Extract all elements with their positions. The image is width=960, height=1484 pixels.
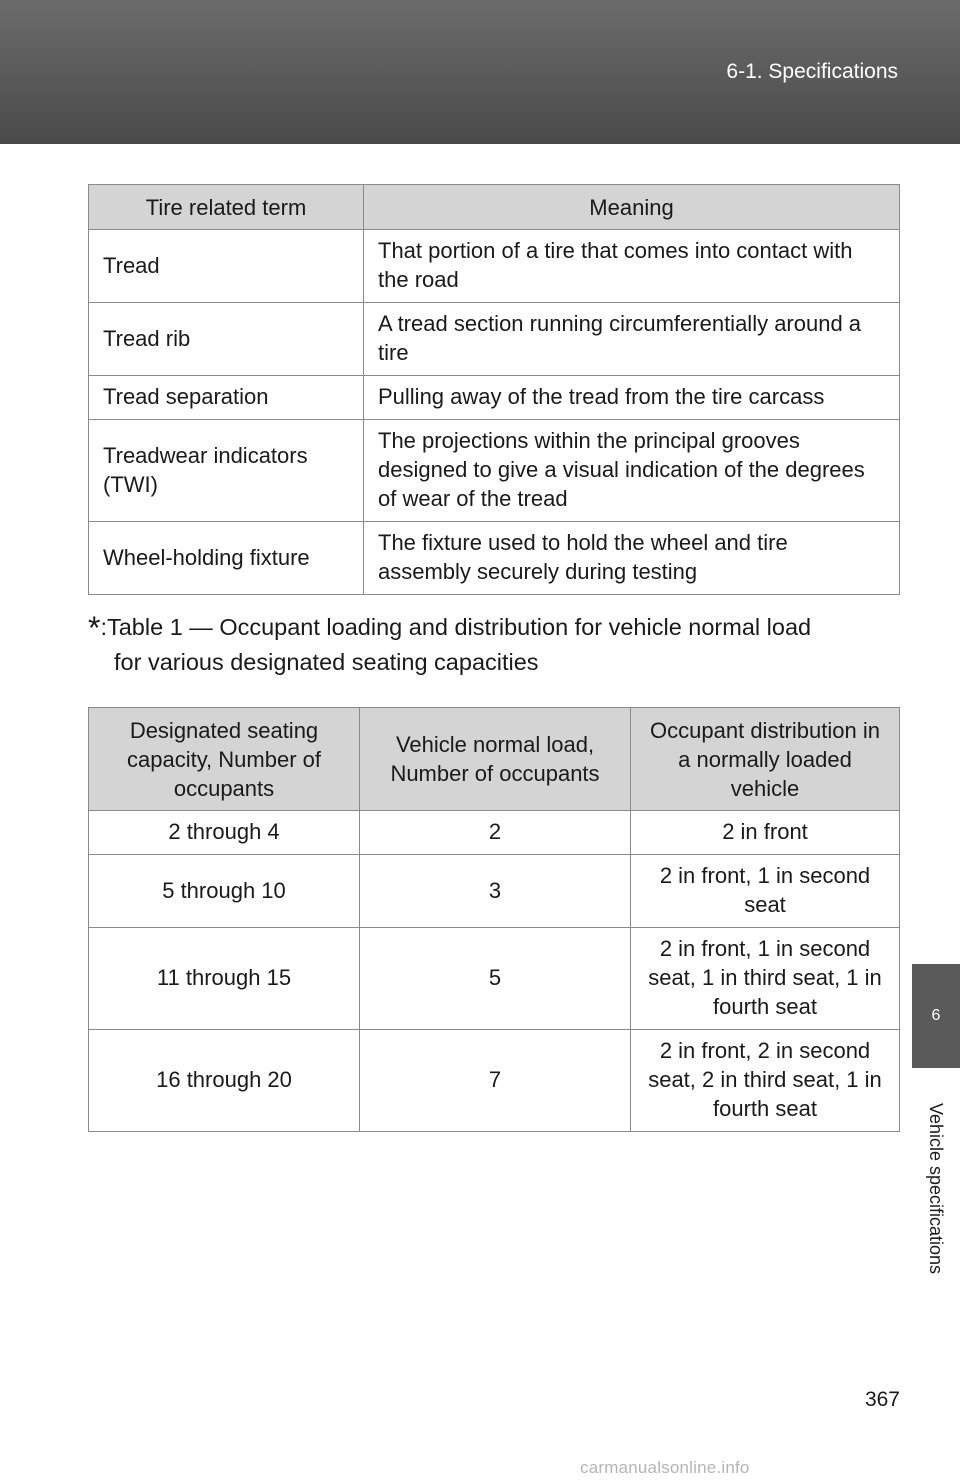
tire-terms-table bbox=[88, 184, 900, 595]
page-number: 367 bbox=[864, 1388, 900, 1411]
normal-load-cell: 7 bbox=[360, 1030, 631, 1132]
term-cell: Tread bbox=[89, 230, 364, 303]
footnote-text: :Table 1 — Occupant loading and distribution for vehicle normal load bbox=[100, 614, 812, 640]
meaning-cell: That portion of a tire that comes into contact with the road bbox=[364, 230, 900, 303]
occupant-loading-table bbox=[88, 707, 900, 1132]
normal-load-cell: 5 bbox=[360, 928, 631, 1030]
table-row bbox=[89, 928, 900, 1030]
term-cell: Wheel-holding fixture bbox=[89, 522, 364, 595]
capacity-cell: 16 through 20 bbox=[89, 1030, 360, 1132]
normal-load-cell: 2 bbox=[360, 811, 631, 855]
term-cell: Tread separation bbox=[89, 376, 364, 420]
chapter-tab-number: 6 bbox=[912, 964, 960, 1068]
column-header-capacity: Designated seating capacity, Number of occupants bbox=[89, 708, 360, 811]
table-row bbox=[89, 855, 900, 928]
term-cell: Tread rib bbox=[89, 303, 364, 376]
table-row bbox=[89, 811, 900, 855]
column-header-term: Tire related term bbox=[89, 185, 364, 230]
table-footnote bbox=[88, 610, 900, 679]
capacity-cell: 2 through 4 bbox=[89, 811, 360, 855]
normal-load-cell: 3 bbox=[360, 855, 631, 928]
table-row bbox=[89, 376, 900, 420]
table-row bbox=[89, 303, 900, 376]
table-header-row bbox=[89, 185, 900, 230]
meaning-cell: Pulling away of the tread from the tire carcass bbox=[364, 376, 900, 420]
table-header-row bbox=[89, 708, 900, 811]
chapter-tab-label-text: Vehicle specifications bbox=[926, 1102, 947, 1274]
table-row bbox=[89, 230, 900, 303]
meaning-cell: The projections within the principal grooves designed to give a visual indication of the degrees of wear of the tread bbox=[364, 420, 900, 522]
section-title: 6-1. Specifications bbox=[726, 60, 898, 83]
column-header-meaning: Meaning bbox=[364, 185, 900, 230]
footnote-line-1 bbox=[88, 610, 900, 645]
chapter-tab-label bbox=[912, 1068, 960, 1308]
page-header bbox=[0, 0, 960, 144]
column-header-distribution: Occupant distribution in a normally loaded vehicle bbox=[631, 708, 900, 811]
meaning-cell: A tread section running circumferentially around a tire bbox=[364, 303, 900, 376]
footnote-marker: * bbox=[88, 610, 101, 646]
footnote-line-2: for various designated seating capacities bbox=[114, 649, 539, 675]
watermark: carmanualsonline.info bbox=[580, 1458, 750, 1477]
meaning-cell: The fixture used to hold the wheel and tire assembly securely during testing bbox=[364, 522, 900, 595]
table-row bbox=[89, 522, 900, 595]
table-row bbox=[89, 1030, 900, 1132]
table-row bbox=[89, 420, 900, 522]
distribution-cell: 2 in front bbox=[631, 811, 900, 855]
column-header-normal-load: Vehicle normal load, Number of occupants bbox=[360, 708, 631, 811]
capacity-cell: 5 through 10 bbox=[89, 855, 360, 928]
distribution-cell: 2 in front, 1 in second seat, 1 in third seat, 1 in fourth seat bbox=[631, 928, 900, 1030]
capacity-cell: 11 through 15 bbox=[89, 928, 360, 1030]
term-cell: Treadwear indicators (TWI) bbox=[89, 420, 364, 522]
distribution-cell: 2 in front, 2 in second seat, 2 in third seat, 1 in fourth seat bbox=[631, 1030, 900, 1132]
distribution-cell: 2 in front, 1 in second seat bbox=[631, 855, 900, 928]
